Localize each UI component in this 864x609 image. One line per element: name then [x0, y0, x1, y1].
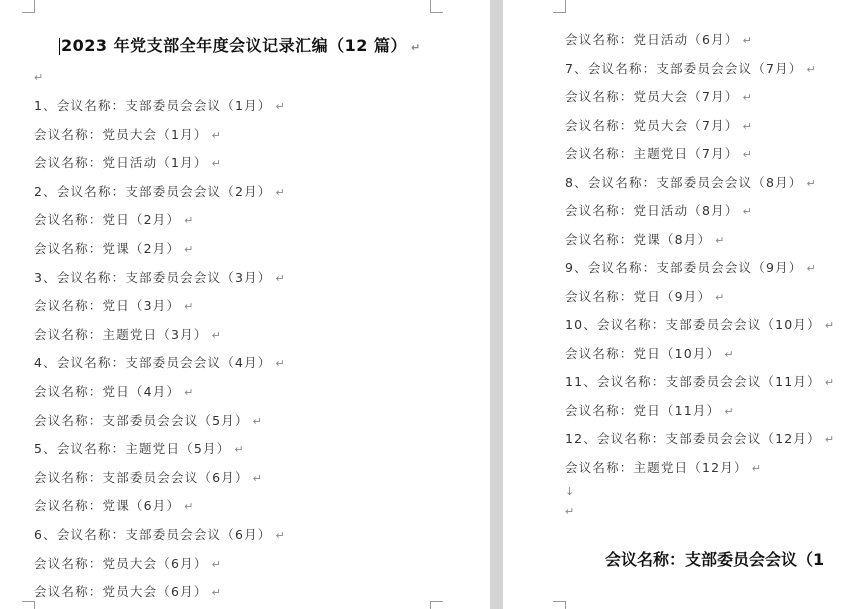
meeting-line[interactable] — [565, 61, 817, 78]
meeting-line-text: 会议名称：党日（4月） — [34, 384, 181, 399]
paragraph-mark: ↵ — [252, 414, 264, 428]
text-cursor — [59, 38, 60, 55]
page-corner-mark — [553, 0, 566, 13]
paragraph-mark: ↵ — [806, 176, 817, 190]
meeting-line-text: 会议名称：党课（8月） — [565, 231, 712, 247]
meeting-line-text: 10、会议名称：支部委员会会议（10月） — [565, 317, 821, 332]
page-corner-mark — [430, 601, 443, 609]
meeting-line[interactable] — [34, 470, 263, 487]
document-title-text: 2023 年党支部全年度会议记录汇编（12 篇） — [61, 36, 407, 55]
meeting-line[interactable] — [34, 155, 222, 172]
paragraph-mark: ↵ — [824, 376, 836, 389]
paragraph-mark: ↵ — [806, 262, 817, 275]
paragraph-mark: ↵ — [724, 347, 735, 361]
meeting-line-text: 4、会议名称：支部委员会会议（4月） — [34, 355, 272, 371]
paragraph-mark: ↵ — [275, 100, 286, 113]
meeting-line[interactable] — [34, 98, 286, 115]
meeting-line[interactable] — [565, 260, 817, 277]
paragraph-mark: ↵ — [275, 529, 286, 542]
meeting-line[interactable] — [34, 441, 245, 458]
paragraph-mark: ↵ — [34, 71, 44, 84]
meeting-line-text: 会议名称：党日活动（8月） — [565, 203, 739, 218]
meeting-line[interactable] — [34, 270, 286, 287]
meeting-line[interactable] — [34, 355, 286, 372]
paragraph-mark: ↵ — [184, 300, 195, 314]
paragraph-mark: ↵ — [742, 148, 753, 161]
meeting-line[interactable] — [34, 127, 222, 144]
page-corner-mark — [430, 0, 443, 13]
page-gutter — [490, 0, 503, 609]
paragraph-mark: ↵ — [275, 271, 286, 285]
meeting-line[interactable] — [565, 32, 753, 49]
meeting-line-text: 会议名称：党日活动（1月） — [34, 155, 208, 171]
page-corner-mark — [553, 601, 566, 609]
document-page-right[interactable] — [503, 0, 864, 609]
meeting-line[interactable] — [565, 232, 726, 249]
meeting-line-text: 会议名称：主题党日（3月） — [34, 326, 208, 342]
meeting-line-text: 11、会议名称：支部委员会会议（11月） — [565, 374, 821, 389]
paragraph-mark: ↵ — [742, 91, 753, 104]
paragraph-mark: ↵ — [806, 62, 817, 76]
paragraph-mark: ↵ — [234, 443, 245, 457]
meeting-line[interactable] — [34, 241, 195, 258]
meeting-line[interactable] — [34, 184, 286, 201]
meeting-line[interactable] — [565, 146, 753, 163]
meeting-line-text: 6、会议名称：支部委员会会议（6月） — [34, 527, 272, 542]
next-meeting-heading[interactable]: 会议名称：支部委员会会议（1 — [605, 550, 825, 569]
meeting-line-text: 会议名称：党员大会（1月） — [34, 126, 208, 142]
meeting-line-text: 会议名称：主题党日（7月） — [565, 146, 739, 161]
paragraph-mark: ↵ — [211, 128, 222, 142]
meeting-line[interactable] — [34, 527, 286, 544]
meeting-line[interactable] — [565, 175, 817, 192]
meeting-line-text: 会议名称：党日（10月） — [565, 345, 721, 361]
paragraph-mark: ↵ — [824, 433, 836, 446]
paragraph-mark: ↵ — [211, 328, 222, 342]
meeting-line-text: 1、会议名称：支部委员会会议（1月） — [34, 98, 272, 113]
paragraph-mark: ↵ — [824, 319, 836, 332]
paragraph-mark: ↵ — [184, 500, 195, 514]
meeting-line-text: 会议名称：党日（3月） — [34, 298, 181, 314]
meeting-line-text: 9、会议名称：支部委员会会议（9月） — [565, 260, 803, 275]
meeting-line[interactable] — [34, 556, 222, 573]
paragraph-mark: ↵ — [184, 243, 195, 256]
meeting-line[interactable] — [565, 403, 735, 420]
page-corner-mark — [22, 601, 35, 609]
paragraph-mark: ↵ — [184, 386, 195, 399]
paragraph-mark: ↵ — [715, 290, 726, 304]
meeting-line-text: 会议名称：党员大会（7月） — [565, 89, 739, 104]
meeting-line[interactable] — [565, 289, 726, 306]
paragraph-mark: ↵ — [715, 233, 726, 247]
document-title[interactable] — [59, 36, 421, 58]
meeting-line[interactable] — [34, 584, 222, 601]
meeting-line-text: 7、会议名称：支部委员会会议（7月） — [565, 60, 803, 76]
paragraph-mark: ↵ — [275, 185, 286, 199]
meeting-line-text: 会议名称：主题党日（12月） — [565, 459, 748, 475]
meeting-line-text: 会议名称：党日（9月） — [565, 288, 712, 304]
meeting-line[interactable] — [34, 384, 195, 401]
meeting-line[interactable] — [34, 327, 222, 344]
meeting-line[interactable] — [565, 89, 753, 106]
paragraph-mark: ↵ — [184, 214, 195, 228]
paragraph-mark: ↵ — [742, 119, 753, 133]
meeting-line[interactable] — [34, 498, 195, 515]
paragraph-mark: ↵ — [565, 505, 575, 518]
paragraph-mark: ↵ — [211, 157, 222, 171]
meeting-line-text: 8、会议名称：支部委员会会议（8月） — [565, 174, 803, 190]
meeting-line-text: 会议名称：党日（11月） — [565, 402, 721, 418]
meeting-line-text: 5、会议名称：主题党日（5月） — [34, 441, 231, 457]
paragraph-mark: ↵ — [742, 205, 753, 218]
meeting-line-text: 12、会议名称：支部委员会会议（12月） — [565, 431, 821, 446]
meeting-line[interactable] — [34, 413, 263, 430]
paragraph-mark: ↵ — [211, 586, 222, 600]
meeting-line[interactable] — [565, 346, 735, 363]
meeting-line-text: 2、会议名称：支部委员会会议（2月） — [34, 183, 272, 199]
meeting-line[interactable] — [565, 317, 835, 334]
meeting-line[interactable] — [565, 374, 835, 391]
meeting-line-text: 3、会议名称：支部委员会会议（3月） — [34, 269, 272, 285]
meeting-line-text: 会议名称：党员大会（6月） — [34, 584, 208, 600]
paragraph-mark: ↵ — [724, 404, 735, 418]
meeting-line-text: 会议名称：支部委员会会议（5月） — [34, 412, 249, 428]
paragraph-mark: ↵ — [211, 557, 222, 571]
meeting-line[interactable] — [565, 431, 835, 448]
page-corner-mark — [22, 0, 35, 13]
meeting-line-text: 会议名称：党员大会（7月） — [565, 117, 739, 133]
meeting-line-text: 会议名称：党员大会（6月） — [34, 555, 208, 571]
meeting-line[interactable] — [565, 118, 753, 135]
meeting-line-text: 会议名称：党日活动（6月） — [565, 32, 739, 47]
meeting-line[interactable] — [34, 212, 195, 229]
meeting-line-text: 会议名称：党课（2月） — [34, 241, 181, 256]
meeting-line[interactable] — [34, 298, 195, 315]
meeting-line[interactable] — [565, 203, 753, 220]
paragraph-mark: ↵ — [751, 461, 763, 475]
paragraph-mark: ↵ — [275, 357, 286, 371]
meeting-line-text: 会议名称：党课（6月） — [34, 498, 181, 514]
paragraph-mark: ↵ — [410, 41, 421, 54]
meeting-line-text: 会议名称：支部委员会会议（6月） — [34, 469, 249, 485]
meeting-line-text: 会议名称：党日（2月） — [34, 212, 181, 228]
paragraph-mark: ↵ — [252, 471, 264, 485]
meeting-line[interactable] — [565, 460, 762, 477]
paragraph-mark: ↵ — [742, 34, 753, 47]
down-arrow-mark: ↓ — [565, 485, 575, 498]
